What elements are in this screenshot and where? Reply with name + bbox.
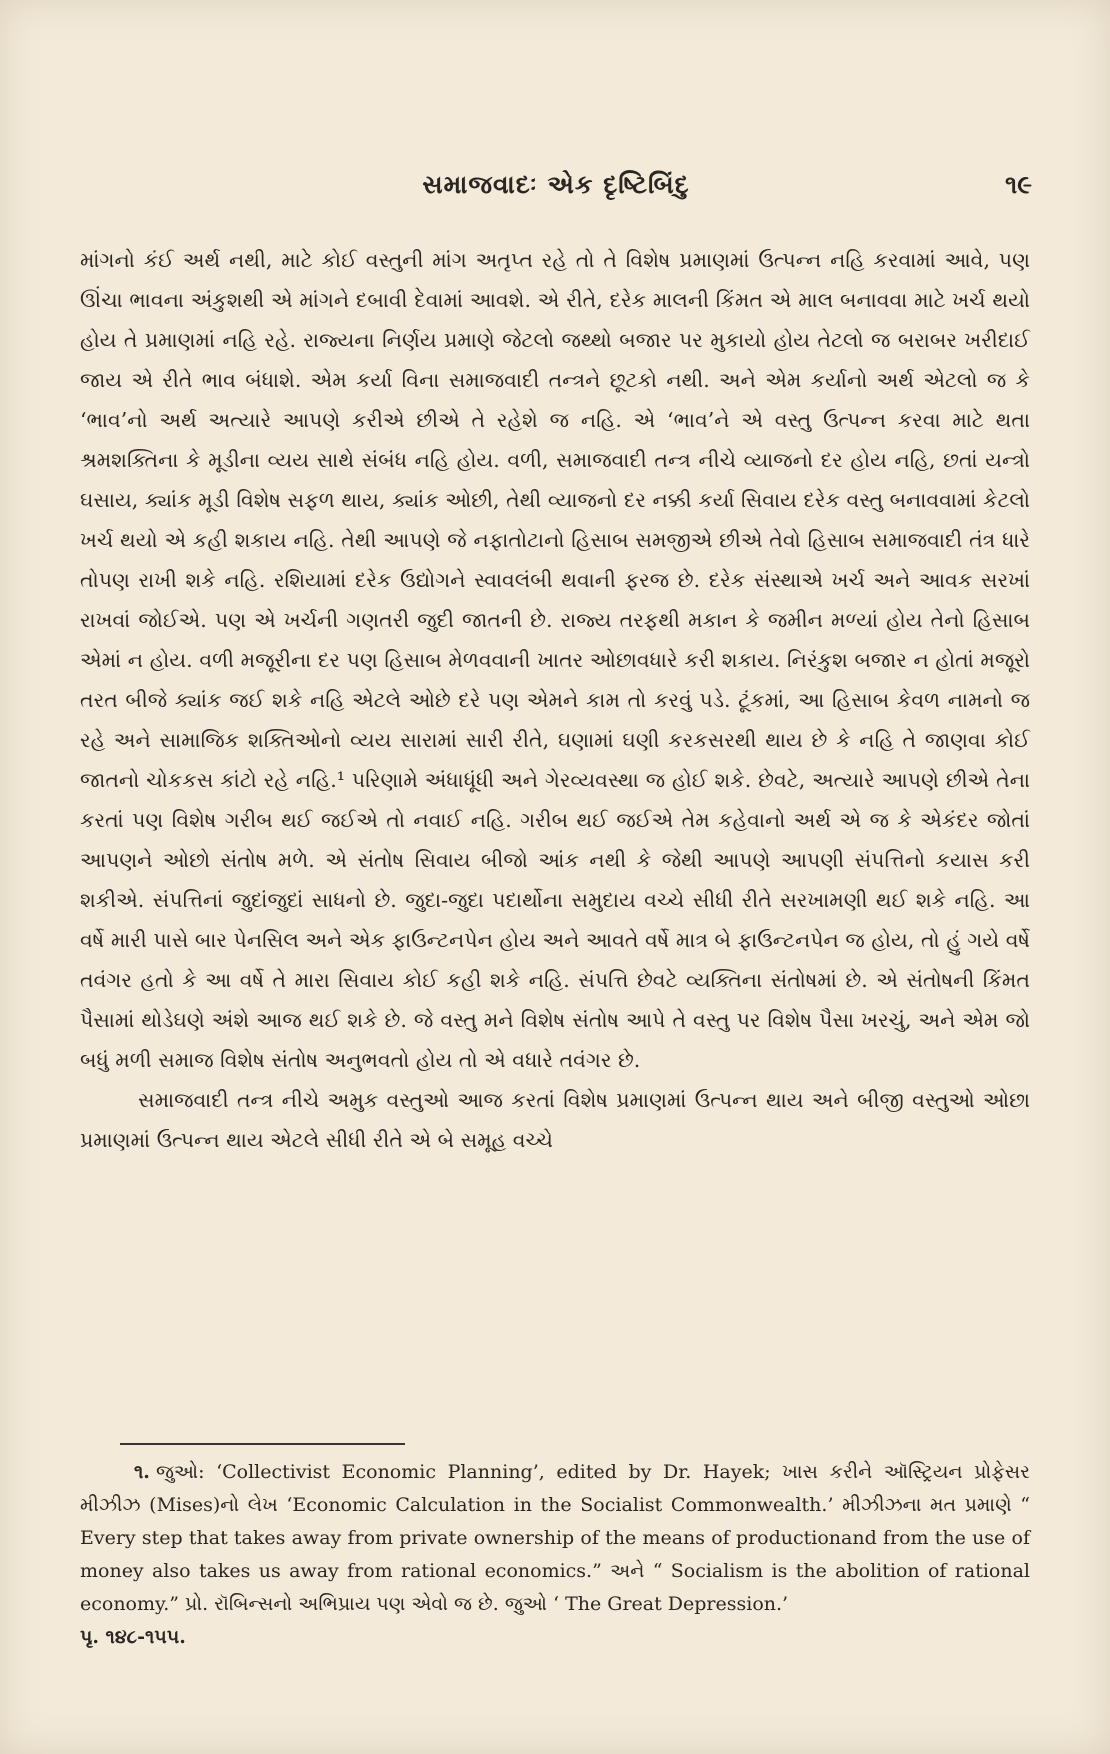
page-number: ૧૯ [1004,170,1032,199]
paragraph: સમાજવાદી તન્ત્ર નીચે અમુક વસ્તુઓ આજ કરતાં વિશેષ પ્રમાણમાં ઉત્પન્ન થાય અને બીજી વસ્તુઓ ઓછા પ્રમાણમાં ઉત્પન્ન થાય એટલે સીધી રીતે એ બે સમૂહ વચ્ચે [80,1088,1030,1152]
page-header [80,170,1032,216]
footnote-marker: ૧. [134,1461,150,1483]
running-title: સમાજવાદઃ એક દૃષ્ટિબિંદુ [422,170,690,199]
footnote-text: જુઓ: ‘Collectivist Economic Planning’, edited by Dr. Hayek; ખાસ કરીને ઑસ્ટ્રિયન પ્રોફેસર મીઝીઝ (Mises)નો લેખ ‘Economic Calculation in the Socialist Commonwealth.’ મીઝીઝના મત પ્રમાણે “ Every step that takes away from private ownership of the means of productionand from the use of money also takes us away from rational economics.” અને “ Socialism is the abolition of rational economy.” પ્રો. રૉબિન્સનો અભિપ્રાય પણ એવો જ છે. જુઓ ‘ The Great Depression.’ [80,1461,1030,1615]
body-text [80,240,1030,1160]
footnote-divider [120,1443,405,1445]
footnote-body [80,1456,1030,1621]
footnote-pages: પૃ. ૧૪૮-૧૫૫. [80,1626,186,1648]
paragraph: માંગનો કંઈ અર્થ નથી, માટે કોઈ વસ્તુની માંગ અતૃપ્ત રહે તો તે વિશેષ પ્રમાણમાં ઉત્પન્ન નહિ કરવામાં આવે, પણ ઊંચા ભાવના અંકુશથી એ માંગને દબાવી દેવામાં આવશે. એ રીતે, દરેક માલની કિંમત એ માલ બનાવવા માટે ખર્ચ થયો હોય તે પ્રમાણમાં નહિ રહે. રાજ્યના નિર્ણય પ્રમાણે જેટલો જથ્થો બજાર પર મુકાયો હોય તેટલો જ બરાબર ખરીદાઈ જાય એ રીતે ભાવ બંધાશે. એમ કર્યા વિના સમાજવાદી તન્ત્રને છૂટકો નથી. અને એમ કર્યાનો અર્થ એટલો જ કે ‘ભાવ’નો અર્થ અત્યારે આપણે કરીએ છીએ તે રહેશે જ નહિ. એ ‘ભાવ’ને એ વસ્તુ ઉત્પન્ન કરવા માટે થતા શ્રમશક્તિના કે મૂડીના વ્યય સાથે સંબંધ નહિ હોય. વળી, સમાજવાદી તન્ત્ર નીચે વ્યાજનો દર હોય નહિ, છતાં યન્ત્રો ઘસાય, ક્યાંક મૂડી વિશેષ સફળ થાય, ક્યાંક ઓછી, તેથી વ્યાજનો દર નક્કી કર્યા સિવાય દરેક વસ્તુ બનાવવામાં કેટલો ખર્ચ થયો એ કહી શકાય નહિ. તેથી આપણે જે નફાતોટાનો હિસાબ સમજીએ છીએ તેવો હિસાબ સમાજવાદી તંત્ર ધારે તોપણ રાખી શકે નહિ. રશિયામાં દરેક ઉદ્યોગને સ્વાવલંબી થવાની ફરજ છે. દરેક સંસ્થાએ ખર્ચ અને આવક સરખાં રાખવાં જોઈએ. પણ એ ખર્ચની ગણતરી જુદી જાતની છે. રાજ્ય તરફથી મકાન કે જમીન મળ્યાં હોય તેનો હિસાબ એમાં ન હોય. વળી મજૂરીના દર પણ હિસાબ મેળવવાની ખાતર ઓછાવધારે કરી શકાય. નિરંકુશ બજાર ન હોતાં મજૂરો તરત બીજે ક્યાંક જઈ શકે નહિ એટલે ઓછે દરે પણ એમને કામ તો કરવું પડે. ટૂંકમાં, આ હિસાબ કેવળ નામનો જ રહે અને સામાજિક શક્તિઓનો વ્યય સારામાં સારી રીતે, ઘણામાં ઘણી કરકસરથી થાય છે કે નહિ તે જાણવા કોઈ જાતનો ચોકકસ કાંટો રહે નહિ.¹ પરિણામે અંધાધૂંધી અને ગેરવ્યવસ્થા જ હોઈ શકે. છેવટે, અત્યારે આપણે છીએ તેના કરતાં પણ વિશેષ ગરીબ થઈ જઈએ તો નવાઈ નહિ. ગરીબ થઈ જઈએ તેમ કહેવાનો અર્થ એ જ કે એકંદર જોતાં આપણને ઓછો સંતોષ મળે. એ સંતોષ સિવાય બીજો આંક નથી કે જેથી આપણે આપણી સંપત્તિનો કયાસ કરી શકીએ. સંપત્તિનાં જુદાંજુદાં સાધનો છે. જુદા-જુદા પદાર્થોના સમુદાય વચ્ચે સીધી રીતે સરખામણી થઈ શકે નહિ. આ વર્ષે મારી પાસે બાર પેનસિલ અને એક ફાઉન્ટનપેન હોય અને આવતે વર્ષે માત્ર બે ફાઉન્ટનપેન જ હોય, તો હું ગયે વર્ષે તવંગર હતો કે આ વર્ષે તે મારા સિવાય કોઈ કહી શકે નહિ. સંપત્તિ છેવટે વ્યક્તિના સંતોષમાં છે. એ સંતોષની કિંમત પૈસામાં થોડેઘણે અંશે આજ થઈ શકે છે. જે વસ્તુ મને વિશેષ સંતોષ આપે તે વસ્તુ પર વિશેષ પૈસા ખરચું, અને એમ જો બધું મળી સમાજ વિશેષ સંતોષ અનુભવતો હોય તો એ વધારે તવંગર છે. [80,248,1030,1072]
footnote [80,1456,1030,1654]
